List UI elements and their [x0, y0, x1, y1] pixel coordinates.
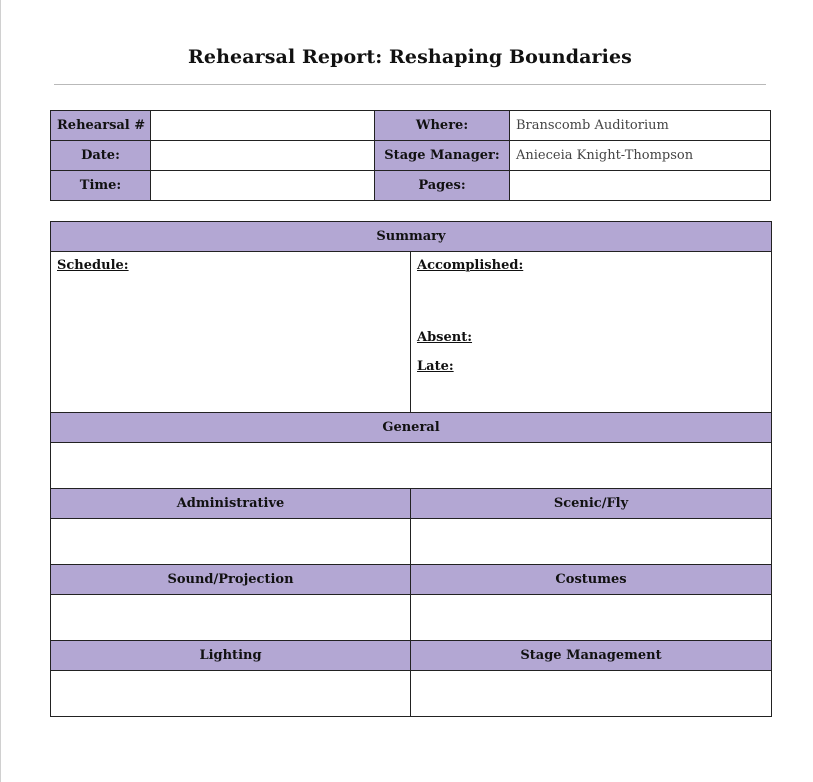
sound-projection-notes-field[interactable]: [51, 595, 411, 641]
dept-header-row-2: [51, 565, 772, 595]
administrative-notes-field[interactable]: [51, 519, 411, 565]
page-title: Rehearsal Report: Reshaping Boundaries: [188, 46, 632, 68]
dept-content-row-2: [51, 595, 772, 641]
info-table: [50, 110, 771, 201]
stage-manager-label: Stage Manager:: [375, 141, 510, 171]
pages-field[interactable]: [510, 171, 771, 201]
dept-content-row-1: [51, 519, 772, 565]
absent-label: Absent:: [417, 330, 473, 345]
schedule-label: Schedule:: [57, 258, 129, 273]
date-field[interactable]: [151, 141, 375, 171]
general-content-row: [51, 443, 772, 489]
rehearsal-number-field[interactable]: [151, 111, 375, 141]
accomplished-cell[interactable]: [411, 252, 772, 413]
stage-management-notes-field[interactable]: [411, 671, 772, 717]
time-field[interactable]: [151, 171, 375, 201]
report-table: [50, 221, 772, 717]
summary-content-row: [51, 252, 772, 413]
lighting-notes-field[interactable]: [51, 671, 411, 717]
general-notes-field[interactable]: [51, 443, 772, 489]
time-label: Time:: [51, 171, 151, 201]
scenic-fly-notes-field[interactable]: [411, 519, 772, 565]
info-row-1: [51, 111, 771, 141]
info-row-3: [51, 171, 771, 201]
where-label: Where:: [375, 111, 510, 141]
general-header-row: [51, 413, 772, 443]
dept-content-row-3: [51, 671, 772, 717]
page-edge: [0, 0, 1, 782]
info-row-2: [51, 141, 771, 171]
stage-manager-field[interactable]: Anieceia Knight-Thompson: [510, 141, 771, 171]
where-field[interactable]: Branscomb Auditorium: [510, 111, 771, 141]
summary-heading: Summary: [51, 222, 772, 252]
summary-header-row: [51, 222, 772, 252]
scenic-fly-heading: Scenic/Fly: [411, 489, 772, 519]
date-label: Date:: [51, 141, 151, 171]
late-label: Late:: [417, 359, 454, 374]
administrative-heading: Administrative: [51, 489, 411, 519]
accomplished-label: Accomplished:: [417, 258, 524, 273]
costumes-heading: Costumes: [411, 565, 772, 595]
schedule-cell[interactable]: [51, 252, 411, 413]
costumes-notes-field[interactable]: [411, 595, 772, 641]
dept-header-row-1: [51, 489, 772, 519]
rehearsal-number-label: Rehearsal #: [51, 111, 151, 141]
stage-management-heading: Stage Management: [411, 641, 772, 671]
general-heading: General: [51, 413, 772, 443]
lighting-heading: Lighting: [51, 641, 411, 671]
dept-header-row-3: [51, 641, 772, 671]
sound-projection-heading: Sound/Projection: [51, 565, 411, 595]
title-divider: [54, 84, 766, 85]
pages-label: Pages:: [375, 171, 510, 201]
